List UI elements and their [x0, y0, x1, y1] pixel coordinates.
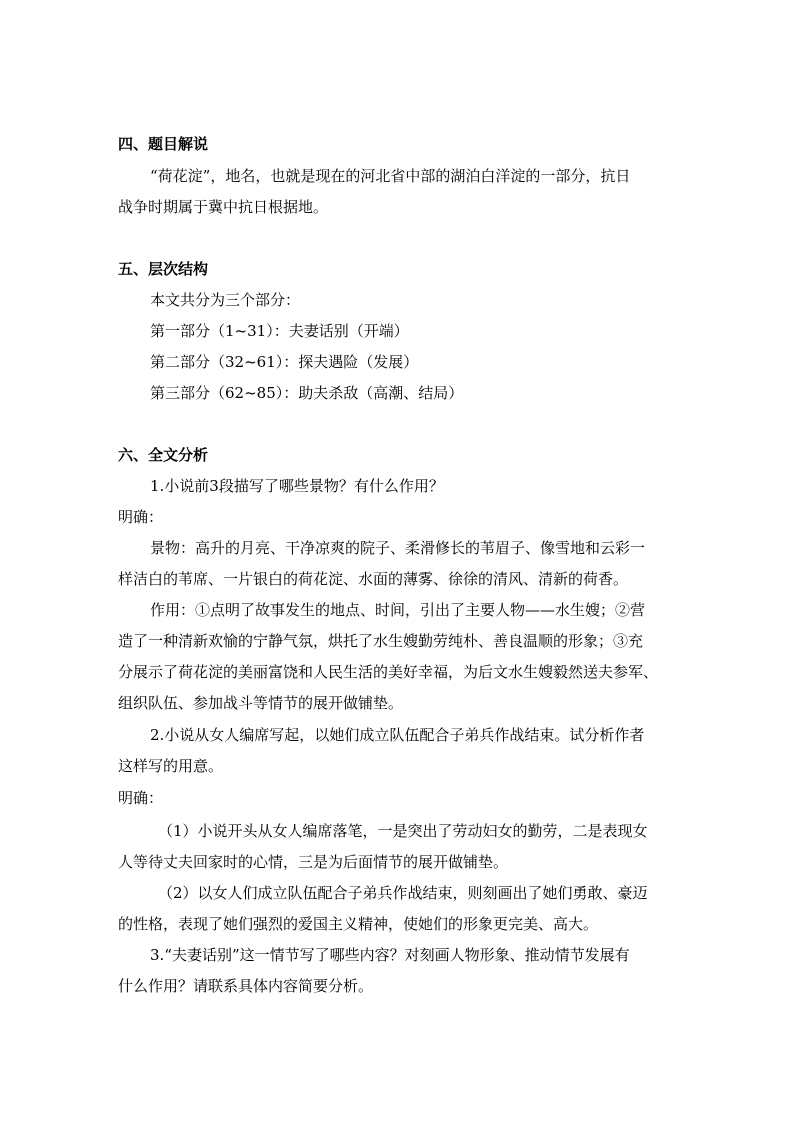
structure-part-2: 第二部分（32~61）：探夫遇险（发展）	[150, 353, 419, 371]
answer-2-point-1-line-1: （1）小说开头从女人编席落笔，一是突出了劳动妇女的勤劳，二是表现女	[158, 822, 648, 840]
answer-2-point-1-line-2: 人等待丈夫回家时的心情，三是为后面情节的展开做铺垫。	[118, 853, 509, 871]
structure-part-3: 第三部分（62~85）：助夫杀敌（高潮、结局）	[150, 384, 464, 402]
question-2-line-2: 这样写的用意。	[118, 757, 224, 775]
question-2-line-1: 2.小说从女人编席写起，以她们成立队伍配合子弟兵作战结束。试分析作者	[150, 726, 645, 744]
effect-line-3: 分展示了荷花淀的美丽富饶和人民生活的美好幸福，为后文水生嫂毅然送夫参军、	[118, 663, 659, 681]
answer-label-2: 明确：	[118, 789, 164, 807]
section-6-heading: 六、全文分析	[118, 446, 209, 464]
section-4-paragraph-line-1: “荷花淀”，地名，也就是现在的河北省中部的湖泊白洋淀的一部分，抗日	[150, 167, 631, 185]
section-5-intro: 本文共分为三个部分：	[150, 291, 301, 309]
effect-line-1: 作用：①点明了故事发生的地点、时间，引出了主要人物——水生嫂；②营	[150, 601, 646, 619]
scenery-line-1: 景物：高升的月亮、干净凉爽的院子、柔滑修长的苇眉子、像雪地和云彩一	[150, 539, 646, 557]
question-3-line-2: 什么作用？请联系具体内容简要分析。	[118, 977, 374, 995]
question-1: 1.小说前3段描写了哪些景物？有什么作用？	[150, 477, 444, 495]
answer-2-point-2-line-2: 的性格，表现了她们强烈的爱国主义精神，使她们的形象更完美、高大。	[118, 915, 599, 933]
answer-2-point-2-line-1: （2）以女人们成立队伍配合子弟兵作战结束，则刻画出了她们勇敢、豪迈	[158, 884, 648, 902]
effect-line-4: 组织队伍、参加战斗等情节的展开做铺垫。	[118, 694, 404, 712]
structure-part-1: 第一部分（1~31）：夫妻话别（开端）	[150, 322, 409, 340]
section-5-heading: 五、层次结构	[118, 260, 209, 278]
effect-line-2: 造了一种清新欢愉的宁静气氛，烘托了水生嫂勤劳纯朴、善良温顺的形象；③充	[118, 632, 644, 650]
scenery-line-2: 样洁白的苇席、一片银白的荷花淀、水面的薄雾、徐徐的清风、清新的荷香。	[118, 570, 629, 588]
section-4-heading: 四、题目解说	[118, 135, 209, 153]
question-3-line-1: 3.“夫妻话别”这一情节写了哪些内容？对刻画人物形象、推动情节发展有	[150, 946, 630, 964]
section-4-paragraph-line-2: 战争时期属于冀中抗日根据地。	[118, 198, 329, 216]
answer-label-1: 明确：	[118, 508, 164, 526]
